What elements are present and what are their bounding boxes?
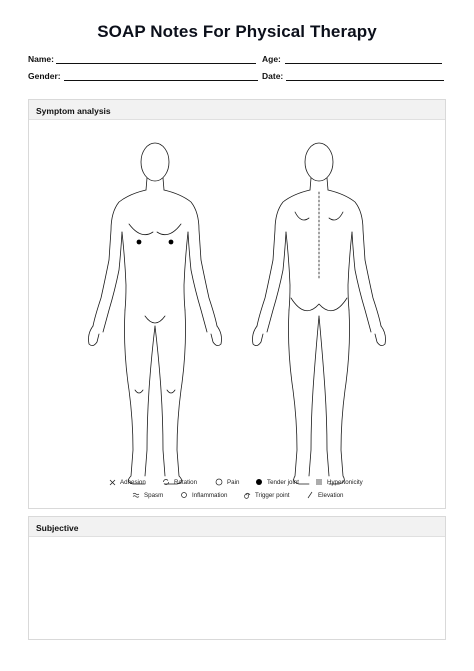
legend-elevation — [306, 490, 343, 500]
slash-icon — [306, 491, 314, 499]
gender-field[interactable] — [28, 71, 258, 83]
name-field[interactable] — [28, 54, 258, 66]
legend-row-2 — [29, 490, 447, 500]
gender-label: Gender: — [28, 71, 61, 81]
date-field[interactable] — [262, 71, 446, 83]
name-label: Name: — [28, 54, 54, 64]
date-label: Date: — [262, 71, 284, 81]
legend-spasm-label: Spasm — [144, 491, 164, 499]
legend-hypertonicity-label: Hypertonicity — [327, 478, 363, 486]
age-input-line[interactable] — [285, 63, 442, 64]
open-circle-icon — [215, 478, 223, 486]
front-tender-point-left — [137, 240, 142, 245]
date-input-line[interactable] — [286, 80, 444, 81]
front-body-outline — [89, 143, 222, 484]
subjective-heading: Subjective — [29, 517, 445, 537]
age-field[interactable] — [262, 54, 446, 66]
rotation-arrows-icon — [162, 478, 170, 486]
subjective-panel — [28, 516, 446, 640]
body-chart-area[interactable] — [29, 120, 445, 508]
name-input-line[interactable] — [56, 63, 256, 64]
document-title: SOAP Notes For Physical Therapy — [97, 22, 377, 41]
spiral-icon — [243, 491, 251, 499]
subjective-text-area[interactable] — [29, 537, 445, 639]
patient-info-row-2 — [28, 71, 446, 85]
symptom-analysis-heading: Symptom analysis — [29, 100, 445, 120]
legend-inflammation-label: Inflammation — [192, 491, 228, 499]
small-circle-icon — [180, 491, 188, 499]
legend-adhesion — [109, 477, 146, 487]
legend-tender-joint-label: Tender joint — [267, 478, 299, 486]
legend-adhesion-label: Adhesion — [120, 478, 146, 486]
gender-input-line[interactable] — [64, 80, 258, 81]
legend-elevation-label: Elevation — [318, 491, 344, 499]
legend-trigger-point-label: Trigger point — [255, 491, 290, 499]
patient-info-row-1 — [28, 54, 446, 68]
legend-rotation — [162, 477, 197, 487]
legend-tender-joint — [255, 477, 299, 487]
age-label: Age: — [262, 54, 281, 64]
legend-inflammation — [180, 490, 227, 500]
x-icon — [109, 479, 116, 486]
legend-pain-label: Pain — [227, 478, 240, 486]
body-diagram[interactable] — [29, 120, 445, 508]
legend-trigger-point — [243, 490, 290, 500]
zigzag-icon — [132, 491, 140, 499]
legend-hypertonicity — [315, 477, 363, 487]
back-body-outline — [253, 143, 386, 484]
triple-line-icon — [315, 478, 323, 486]
front-tender-point-right — [169, 240, 174, 245]
legend-row-1 — [29, 477, 447, 487]
legend-pain — [215, 477, 239, 487]
filled-circle-icon — [255, 478, 263, 486]
legend-rotation-label: Rotation — [174, 478, 198, 486]
symptom-analysis-panel — [28, 99, 446, 509]
legend-spasm — [132, 490, 163, 500]
